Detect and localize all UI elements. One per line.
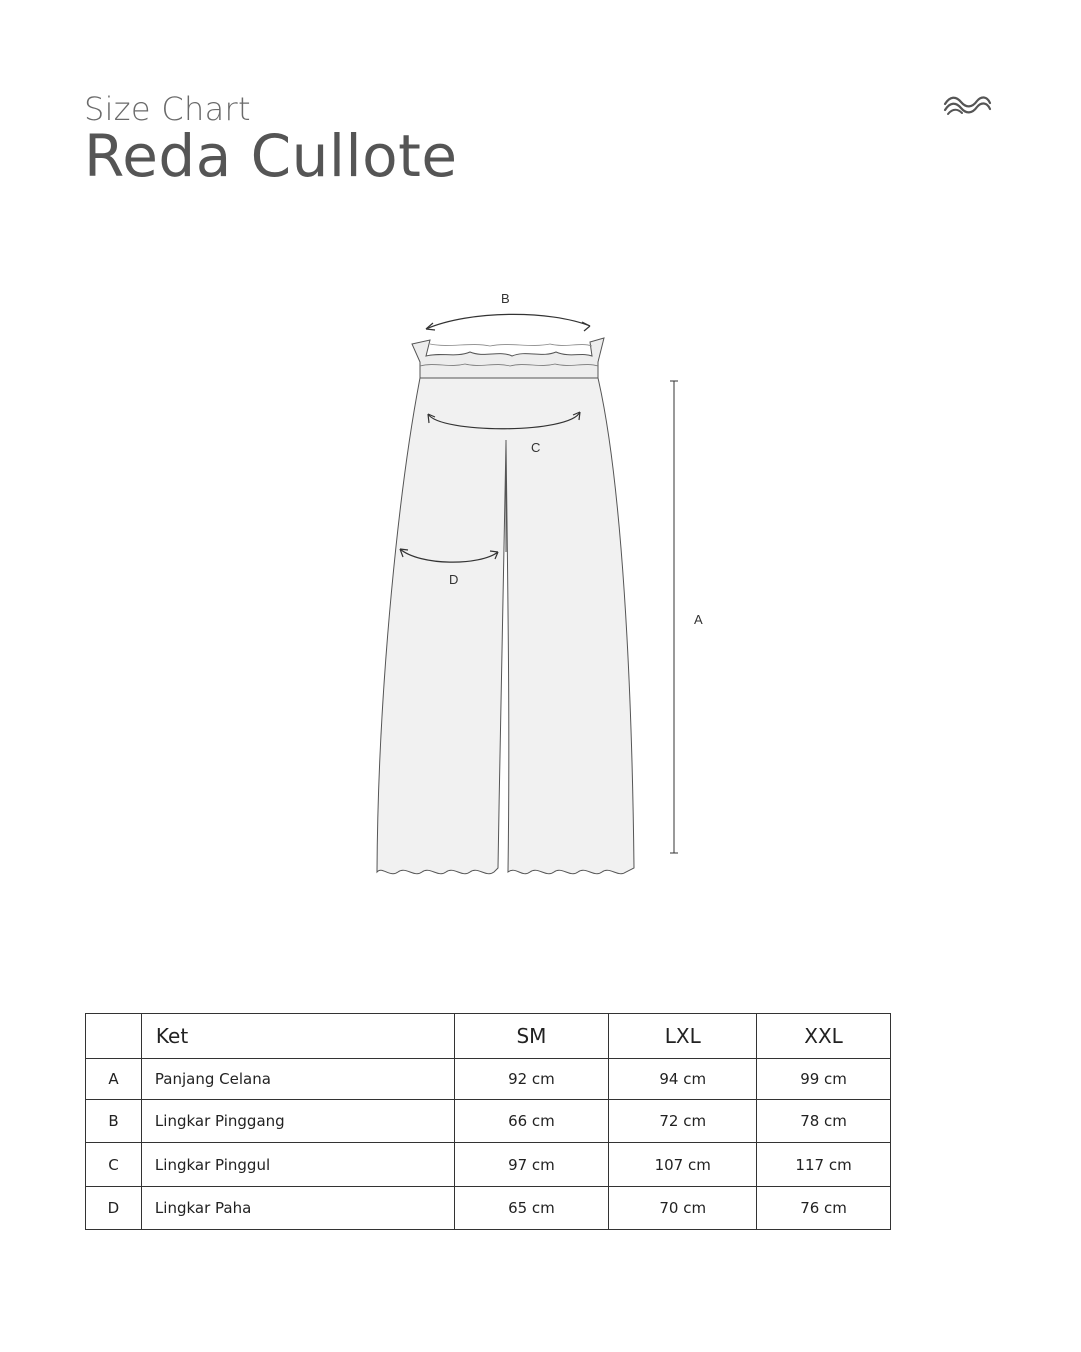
table-header-row xyxy=(86,1014,891,1059)
row-xxl: 78 cm xyxy=(757,1100,891,1143)
row-ket: Lingkar Pinggang xyxy=(141,1100,454,1143)
row-code: B xyxy=(86,1100,142,1143)
header-sm: SM xyxy=(454,1014,609,1059)
header-code xyxy=(86,1014,142,1059)
row-ket: Lingkar Pinggul xyxy=(141,1143,454,1187)
row-sm: 65 cm xyxy=(454,1187,609,1230)
row-xxl: 117 cm xyxy=(757,1143,891,1187)
label-a: A xyxy=(694,612,703,627)
table-row xyxy=(86,1187,891,1230)
waist-measure-arc xyxy=(426,314,590,329)
row-xxl: 76 cm xyxy=(757,1187,891,1230)
row-sm: 66 cm xyxy=(454,1100,609,1143)
page-title: Reda Cullote xyxy=(84,122,458,190)
header-xxl: XXL xyxy=(757,1014,891,1059)
row-code: C xyxy=(86,1143,142,1187)
waistband xyxy=(412,338,604,378)
label-c: C xyxy=(531,440,541,455)
size-table xyxy=(85,1013,891,1230)
row-lxl: 72 cm xyxy=(609,1100,757,1143)
row-code: D xyxy=(86,1187,142,1230)
row-lxl: 94 cm xyxy=(609,1059,757,1100)
table-row xyxy=(86,1059,891,1100)
row-ket: Lingkar Paha xyxy=(141,1187,454,1230)
header-ket: Ket xyxy=(141,1014,454,1059)
row-lxl: 107 cm xyxy=(609,1143,757,1187)
table-row xyxy=(86,1100,891,1143)
culotte-diagram xyxy=(360,282,720,892)
row-xxl: 99 cm xyxy=(757,1059,891,1100)
row-code: A xyxy=(86,1059,142,1100)
row-sm: 97 cm xyxy=(454,1143,609,1187)
label-d: D xyxy=(449,572,459,587)
row-lxl: 70 cm xyxy=(609,1187,757,1230)
header-lxl: LXL xyxy=(609,1014,757,1059)
wave-logo-icon xyxy=(942,92,992,122)
row-sm: 92 cm xyxy=(454,1059,609,1100)
table-row xyxy=(86,1143,891,1187)
label-b: B xyxy=(501,291,510,306)
page-subtitle: Size Chart xyxy=(84,90,251,128)
row-ket: Panjang Celana xyxy=(141,1059,454,1100)
